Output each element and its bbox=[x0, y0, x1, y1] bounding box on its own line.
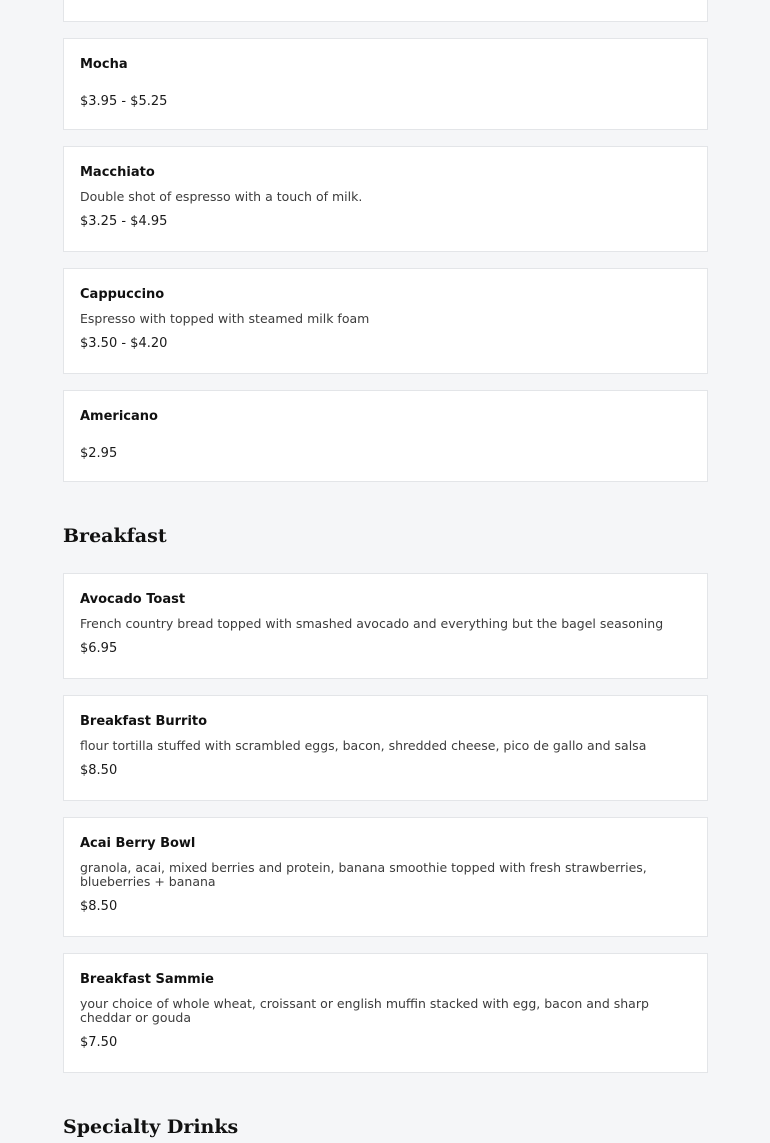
menu-item-price: $8.50 bbox=[80, 899, 118, 914]
menu-item-name: Breakfast Sammie bbox=[80, 972, 214, 987]
menu-item-name: Avocado Toast bbox=[80, 592, 186, 607]
menu-item-price: $3.50 - $4.20 bbox=[80, 336, 168, 351]
section-heading-specialty-drinks: Specialty Drinks bbox=[63, 1116, 239, 1138]
menu-item-description: Double shot of espresso with a touch of milk. bbox=[80, 189, 363, 204]
menu-item-card bbox=[63, 817, 708, 937]
menu-item-price: $3.95 - $5.25 bbox=[80, 94, 168, 109]
menu-item-name: Cappuccino bbox=[80, 287, 165, 302]
menu-item-description: your choice of whole wheat, croissant or english muffin stacked with egg, bacon and sharp cheddar or gouda bbox=[80, 996, 649, 1025]
menu-item-description: French country bread topped with smashed avocado and everything but the bagel seasoning bbox=[80, 616, 664, 631]
menu-page bbox=[63, 0, 708, 1139]
menu-item-card bbox=[63, 38, 708, 130]
menu-item-name: Breakfast Burrito bbox=[80, 714, 208, 729]
menu-item-name: Americano bbox=[80, 409, 158, 424]
menu-item-price: $6.95 bbox=[80, 641, 118, 656]
menu-item-price: $7.50 bbox=[80, 1035, 118, 1050]
menu-item-description: Espresso with topped with steamed milk foam bbox=[80, 311, 370, 326]
menu-item-name: Macchiato bbox=[80, 165, 155, 180]
menu-item-card bbox=[63, 146, 708, 252]
menu-item-card bbox=[63, 953, 708, 1073]
menu-item-price: $8.50 bbox=[80, 763, 118, 778]
menu-item-name: Mocha bbox=[80, 57, 128, 72]
section-heading-breakfast: Breakfast bbox=[63, 525, 167, 547]
menu-item-description: granola, acai, mixed berries and protein, banana smoothie topped with fresh strawberries, blueberries + banana bbox=[80, 860, 647, 889]
menu-item-price: $3.25 - $4.95 bbox=[80, 214, 168, 229]
menu-item-card bbox=[63, 390, 708, 482]
menu-item-card-partial bbox=[63, 0, 708, 22]
menu-item-name: Acai Berry Bowl bbox=[80, 836, 196, 851]
menu-item-card bbox=[63, 268, 708, 374]
menu-item-card bbox=[63, 573, 708, 679]
menu-item-price: $2.95 bbox=[80, 446, 118, 461]
menu-item-card bbox=[63, 695, 708, 801]
menu-item-description: flour tortilla stuffed with scrambled eggs, bacon, shredded cheese, pico de gallo and salsa bbox=[80, 738, 647, 753]
